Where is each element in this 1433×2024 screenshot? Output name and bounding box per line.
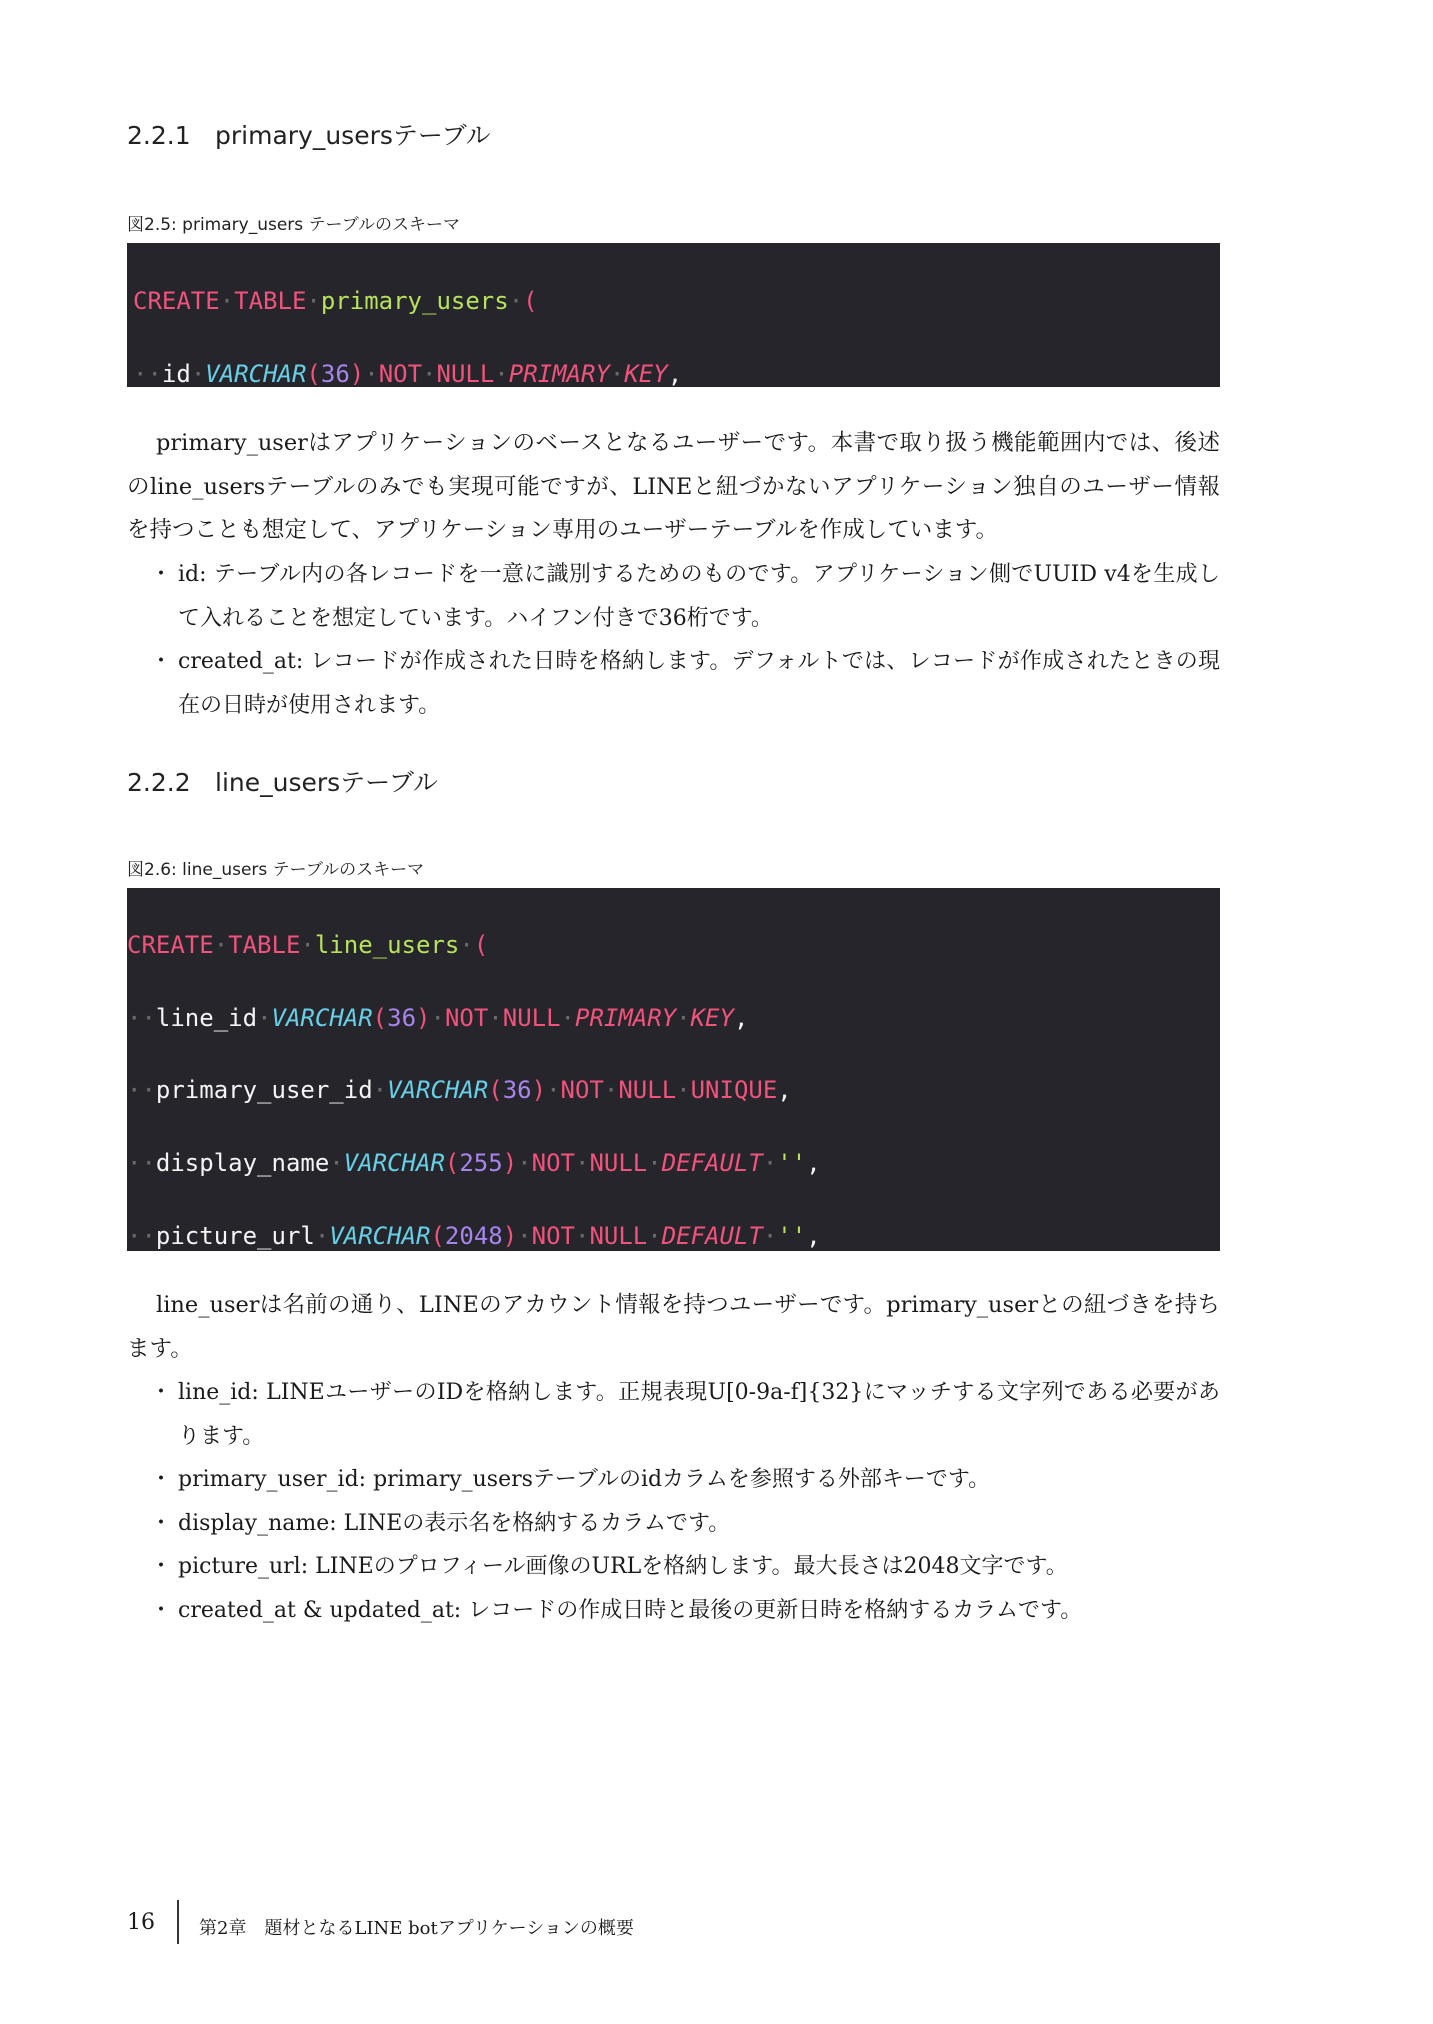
code-block-primary-users	[127, 243, 1220, 387]
code-line: ··line_id·VARCHAR(36)·NOT·NULL·PRIMARY·KEY,	[127, 1003, 749, 1032]
code-line: ··primary_user_id·VARCHAR(36)·NOT·NULL·UNIQUE,	[127, 1076, 792, 1105]
section-heading-2-2-1	[127, 116, 491, 152]
paragraph-line-user: line_userは名前の通り、LINEのアカウント情報を持つユーザーです。primary_userとの紐づきを持ちます。	[127, 1292, 1220, 1362]
section-heading-2-2-2	[127, 763, 438, 799]
code-line: CREATE·TABLE·primary_users·(	[133, 287, 538, 316]
code-line: CREATE·TABLE·line_users·(	[127, 931, 489, 960]
bullet-item: ・ picture_url: LINEのプロフィール画像のURLを格納します。最大長さは2048文字です。	[150, 1545, 1220, 1589]
code-line: ··display_name·VARCHAR(255)·NOT·NULL·DEFAULT·'',	[127, 1149, 821, 1178]
bullet-item: ・ display_name: LINEの表示名を格納するカラムです。	[150, 1502, 1220, 1546]
figure-caption-2-6: 図2.6: line_users テーブルのスキーマ	[127, 860, 425, 880]
bullet-item: ・ created_at: レコードが作成された日時を格納します。デフォルトでは、レコードが作成されたときの現在の日時が使用されます。	[150, 640, 1220, 727]
bullet-mark: ・	[150, 649, 173, 674]
section-title: line_usersテーブル	[215, 768, 438, 797]
bullet-mark: ・	[150, 1511, 173, 1536]
bullet-mark: ・	[150, 1380, 173, 1405]
footer-divider	[177, 1900, 179, 1944]
bullet-item: ・ line_id: LINEユーザーのIDを格納します。正規表現U[0-9a-f]{32}にマッチする文字列である必要があります。	[150, 1371, 1220, 1458]
paragraph-primary-user: primary_userはアプリケーションのベースとなるユーザーです。本書で取り扱う機能範囲内では、後述のline_usersテーブルのみでも実現可能ですが、LINEと紐づかないアプリケーション独自のユーザー情報を持つことも想定して、アプリケーション専用のユーザーテーブルを作成しています。	[127, 430, 1220, 543]
figure-caption-2-5: 図2.5: primary_users テーブルのスキーマ	[127, 215, 461, 235]
section-title: primary_usersテーブル	[215, 121, 491, 150]
code-line: ··id·VARCHAR(36)·NOT·NULL·PRIMARY·KEY,	[133, 359, 683, 387]
page-number: 16	[127, 1910, 155, 1935]
bullet-mark: ・	[150, 1554, 173, 1579]
section-number: 2.2.1	[127, 121, 191, 150]
bullet-mark: ・	[150, 1598, 173, 1623]
bullet-mark: ・	[150, 1467, 173, 1492]
bullet-item: ・ id: テーブル内の各レコードを一意に識別するためのものです。アプリケーション側でUUID v4を生成して入れることを想定しています。ハイフン付きで36桁です。	[150, 553, 1220, 640]
section-number: 2.2.2	[127, 768, 191, 797]
code-line: ··picture_url·VARCHAR(2048)·NOT·NULL·DEFAULT·'',	[127, 1221, 821, 1250]
bullet-item: ・ primary_user_id: primary_usersテーブルのidカラムを参照する外部キーです。	[150, 1458, 1220, 1502]
running-footer-chapter: 第2章 題材となるLINE botアプリケーションの概要	[199, 1918, 634, 1939]
bullet-item: ・ created_at & updated_at: レコードの作成日時と最後の更新日時を格納するカラムです。	[150, 1589, 1220, 1633]
bullet-mark: ・	[150, 562, 173, 587]
code-block-line-users	[127, 888, 1220, 1251]
